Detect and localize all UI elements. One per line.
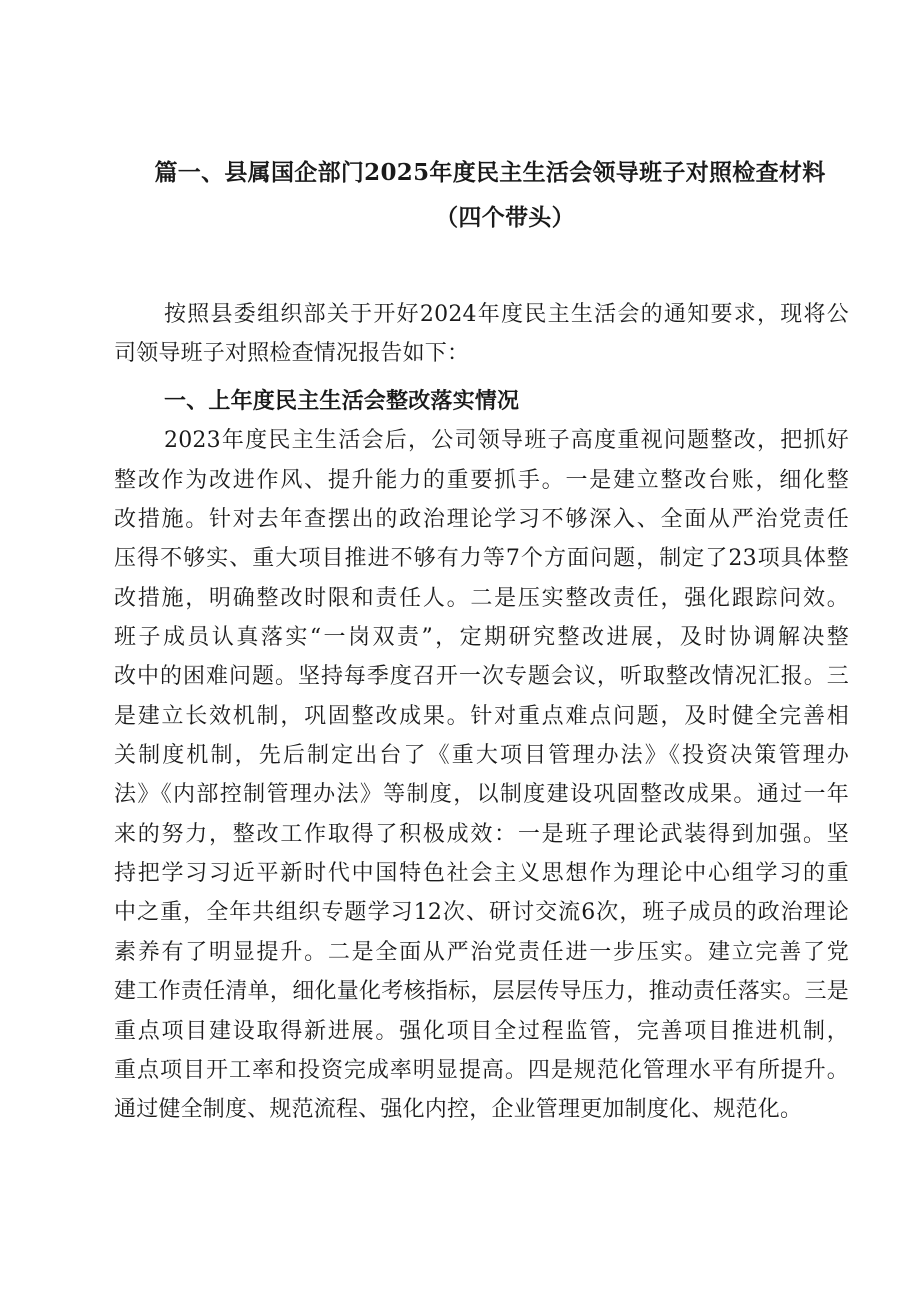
- paragraph-line: 来的努力，整改工作取得了积极成效：一是班子理论武装得到加强。坚: [114, 821, 849, 847]
- paragraph-line: 改措施，明确整改时限和责任人。二是压实整改责任，强化跟踪问效。: [114, 585, 849, 611]
- paragraph-line: 重点项目开工率和投资完成率明显提高。四是规范化管理水平有所提升。: [114, 1057, 849, 1083]
- intro-paragraph: [114, 295, 849, 374]
- paragraph-line: 班子成员认真落实“一岗双责”，定期研究整改进展，及时协调解决整: [114, 625, 849, 651]
- paragraph-line: 法》《内部控制管理办法》等制度，以制度建设巩固整改成果。通过一年: [114, 782, 849, 808]
- paragraph-line: 素养有了明显提升。二是全面从严治党责任进一步压实。建立完善了党: [114, 939, 849, 965]
- section-heading: 一、上年度民主生活会整改落实情况: [164, 388, 520, 414]
- paragraph-line: 持把学习习近平新时代中国特色社会主义思想作为理论中心组学习的重: [114, 861, 849, 887]
- paragraph-line: 整改作为改进作风、提升能力的重要抓手。一是建立整改台账，细化整: [114, 467, 849, 493]
- paragraph-line: 通过健全制度、规范流程、强化内控，企业管理更加制度化、规范化。: [114, 1097, 803, 1123]
- paragraph-line: 司领导班子对照检查情况报告如下：: [114, 341, 470, 367]
- paragraph-line: 改措施。针对去年查摆出的政治理论学习不够深入、全面从严治党责任: [114, 507, 849, 533]
- paragraph-line: 压得不够实、重大项目推进不够有力等7个方面问题，制定了23项具体整: [114, 546, 849, 572]
- paragraph-line: 关制度机制，先后制定出台了《重大项目管理办法》《投资决策管理办: [114, 743, 849, 769]
- paragraph-line: 建工作责任清单，细化量化考核指标，层层传导压力，推动责任落实。三是: [114, 979, 849, 1005]
- paragraph-line: 中之重，全年共组织专题学习12次、研讨交流6次，班子成员的政治理论: [114, 900, 849, 926]
- paragraph-line: 按照县委组织部关于开好2024年度民主生活会的通知要求，现将公: [164, 302, 849, 327]
- paragraph-line: 重点项目建设取得新进展。强化项目全过程监管，完善项目推进机制，: [114, 1018, 849, 1044]
- paragraph-line: 改中的困难问题。坚持每季度召开一次专题会议，听取整改情况汇报。三: [114, 664, 849, 690]
- paragraph-line: 是建立长效机制，巩固整改成果。针对重点难点问题，及时健全完善相: [114, 703, 849, 729]
- document-subtitle: （四个带头）: [435, 204, 575, 231]
- paragraph-line: 2023年度民主生活会后，公司领导班子高度重视问题整改，把抓好: [164, 428, 849, 454]
- document-title: 篇一、县属国企部门2025年度民主生活会领导班子对照检查材料: [154, 159, 826, 186]
- section-1: [114, 382, 849, 1130]
